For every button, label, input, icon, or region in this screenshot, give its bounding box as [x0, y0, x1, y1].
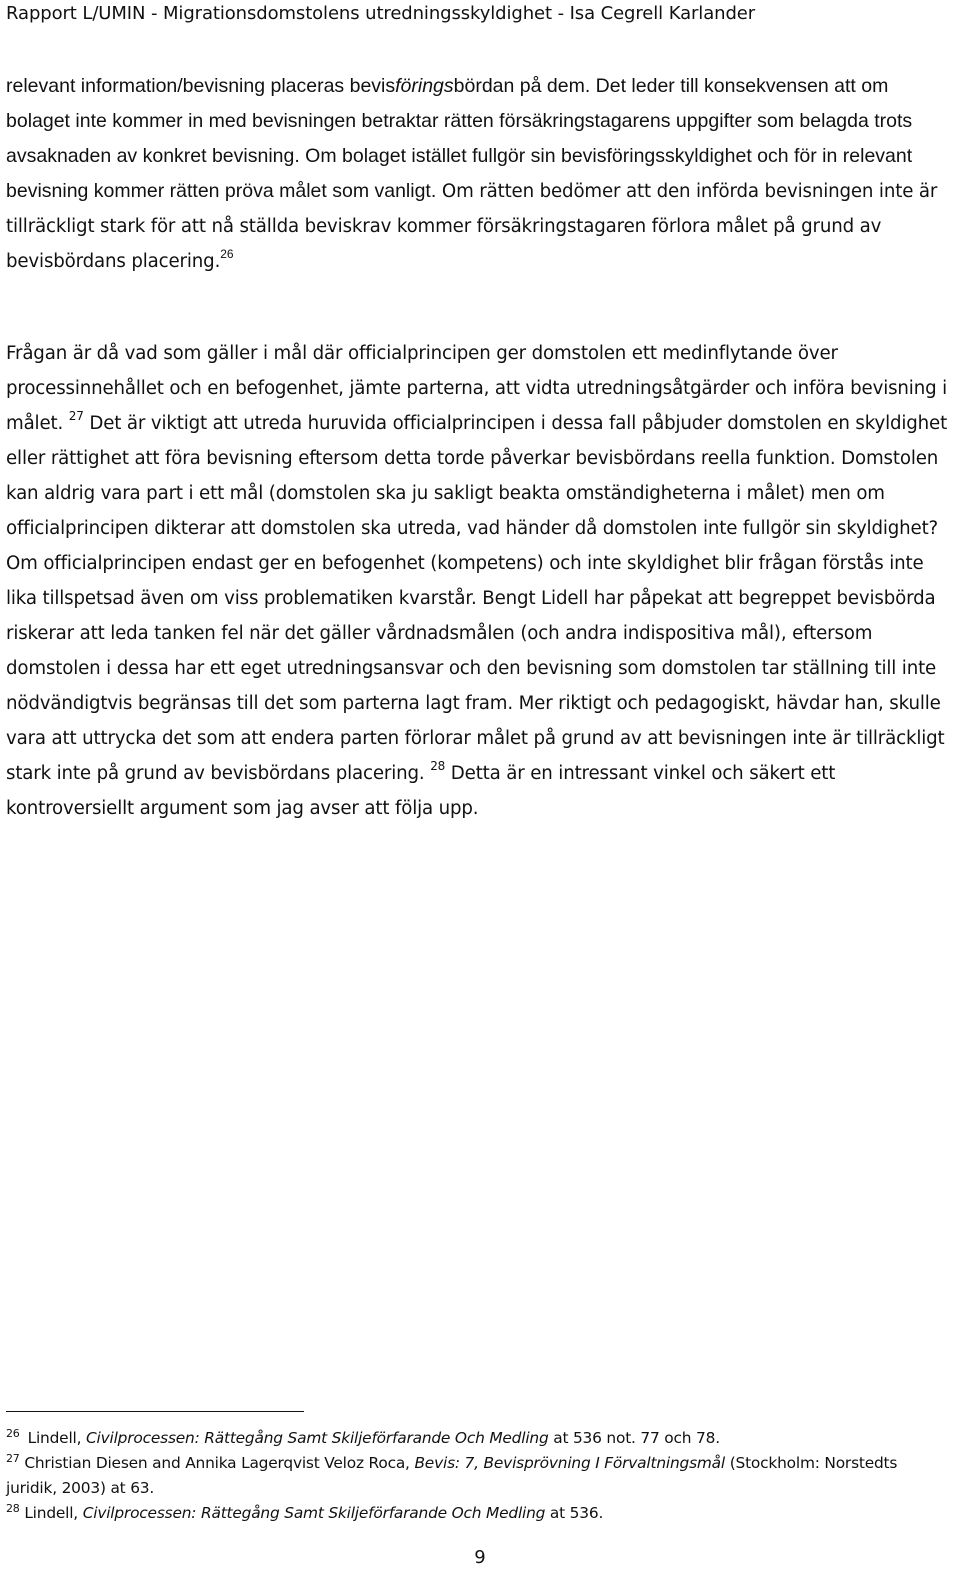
- footnote-number: 28: [6, 1501, 20, 1515]
- paragraph-1: [6, 69, 951, 279]
- footnote-text: Lindell,: [24, 1504, 83, 1522]
- paragraph-2: [6, 336, 951, 826]
- paragraph-1-segment-1: relevant information/bevisning placeras bevis: [6, 75, 396, 97]
- paragraph-2-segment-3: Detta är en intressant vinkel och säkert ett kontroversiellt argument som jag avser att följa upp.: [6, 763, 836, 819]
- footnote-28: [6, 1501, 946, 1526]
- footnote-26: [6, 1422, 946, 1451]
- page-number: 9: [474, 1547, 486, 1568]
- footnote-reference-26[interactable]: 26: [220, 246, 234, 261]
- footnote-27: [6, 1451, 946, 1501]
- paragraph-2-segment-2: Det är viktigt att utreda huruvida officialprincipen i dessa fall påbjuder domstolen en skyldighet eller rättighet att föra bevisning eftersom detta torde påverkar bevisbördans reella funktion. Domstolen kan aldrig vara part i ett mål (domstolen ska ju sakligt beakta omständigheterna i målet) men om officialprincipen dikterar att domstolen ska utreda, vad händer då domstolen inte fullgör sin skyldighet? Om officialprincipen endast ger en befogenhet (kompetens) och inte skyldighet blir frågan förstås inte lika tillspetsad även om viss problematiken kvarstår. Bengt Lidell har påpekat att begreppet bevisbörda riskerar att leda tanken fel när det gäller vårdnadsmålen (och andra indispositiva mål), eftersom domstolen i dessa har ett eget utredningsansvar och den bevisning som domstolen tar ställning till inte nödvändigtvis begränsas till det som parterna lagt fram. Mer riktigt och pedagogiskt, hävdar han, skulle vara att uttrycka det som att endera parten förlorar målet på grund av att bevisningen inte är tillräckligt stark inte på grund av bevisbördans placering.: [6, 413, 948, 784]
- footnote-separator: [6, 1411, 304, 1412]
- footnote-number: 26: [6, 1426, 20, 1440]
- paragraph-2-segment-1: Frågan är då vad som gäller i mål där officialprincipen ger domstolen ett medinflytande över processinnehållet och en befogenhet, jämte parterna, att vidta utredningsåtgärder och införa bevisning i målet.: [6, 343, 948, 434]
- footnote-text: Lindell,: [27, 1429, 86, 1447]
- footnote-title: Civilprocessen: Rättegång Samt Skiljeförfarande Och Medling: [86, 1429, 549, 1447]
- footnote-title: Bevis: 7, Bevisprövning I Förvaltningsmål: [414, 1454, 725, 1472]
- footnotes: [6, 1422, 946, 1526]
- paragraph-1-segment-2: bördan på dem. Det leder till konsekvensen att om bolaget inte kommer in med bevisningen betraktar rätten försäkringstagarens uppgifter som belagda trots avsaknaden av konkret bevisning. Om bolaget istället fullgör sin bevisföringsskyldighet och för in relevant bevisning kommer rätten pröva målet som vanligt.: [6, 75, 913, 202]
- footnote-number: 27: [6, 1451, 20, 1465]
- running-header: Rapport L/UMIN - Migrationsdomstolens utredningsskyldighet - Isa Cegrell Karlander: [6, 3, 756, 24]
- footnote-text: at 536.: [545, 1504, 604, 1522]
- footnote-text: Christian Diesen and Annika Lagerqvist Veloz Roca,: [24, 1454, 415, 1472]
- footnote-reference-28[interactable]: 28: [430, 758, 446, 773]
- footnote-title: Civilprocessen: Rättegång Samt Skiljeförfarande Och Medling: [82, 1504, 546, 1522]
- paragraph-1-italic-term: förings: [395, 75, 454, 97]
- paragraph-1-segment-3: Om rätten bedömer att den införda bevisningen inte är tillräckligt stark för att nå ställda beviskrav kommer försäkringstagaren förlora målet på grund av bevisbördans placering.: [6, 181, 938, 272]
- footnote-text: at 536 not. 77 och 78.: [548, 1429, 720, 1447]
- footnote-text: (Stockholm: Norstedts juridik, 2003) at 63.: [6, 1454, 898, 1497]
- footnote-reference-27[interactable]: 27: [68, 408, 84, 423]
